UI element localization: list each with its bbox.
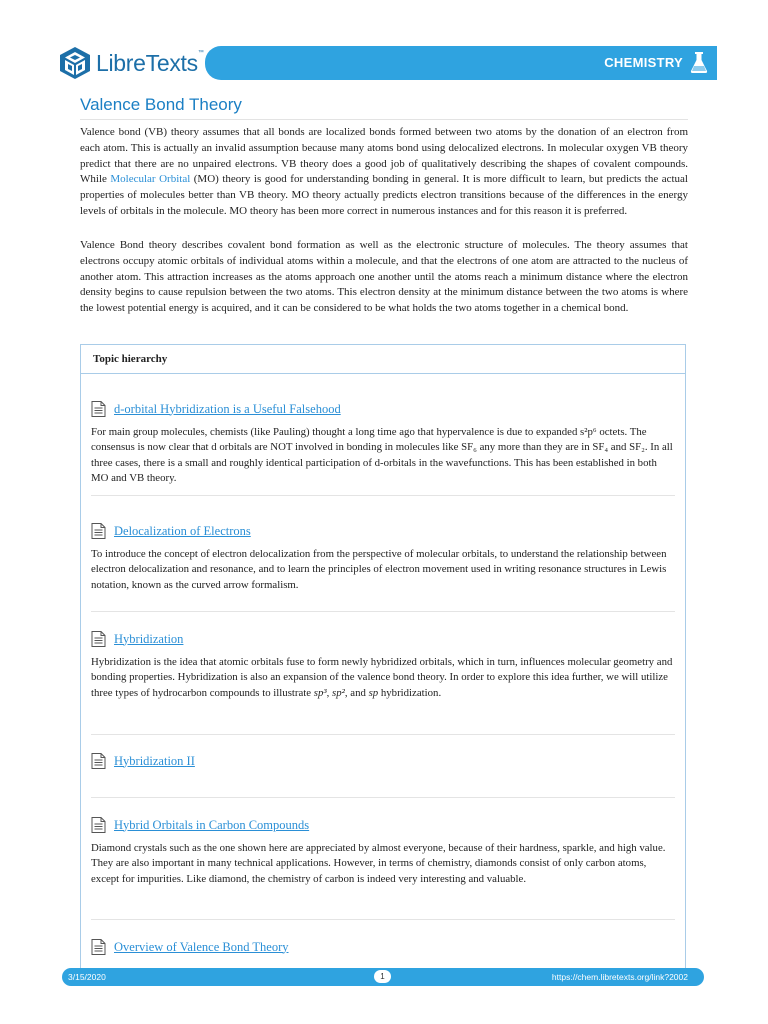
footer-date: 3/15/2020 <box>68 972 106 982</box>
document-icon <box>91 631 106 647</box>
topic-divider <box>91 734 675 735</box>
topic-divider <box>91 797 675 798</box>
topic-description <box>91 655 675 701</box>
document-icon <box>91 939 106 955</box>
separator: , <box>326 686 333 699</box>
topic-link-d-orbital-hybridization[interactable]: d-orbital Hybridization is a Useful Falsehood <box>114 401 341 416</box>
topic-link-hybridization-ii[interactable]: Hybridization II <box>114 753 195 768</box>
topic-item <box>91 630 675 701</box>
intro-text-1b: (MO) theory is good for understanding bonding in general. It is more difficult to learn, but predicts the actual properties of molecules better than VB theory. MO theory actually predicts electron transitions because of the differences in the energy levels of orbitals in the molecule. MO theory has been more correct in numerous instances and for this reason it is preferred. <box>80 173 688 217</box>
trademark: ™ <box>197 49 204 56</box>
page-footer <box>62 968 704 986</box>
topic-item <box>91 522 675 593</box>
topic-link-overview-vb-theory[interactable]: Overview of Valence Bond Theory <box>114 939 289 954</box>
document-icon <box>91 401 106 417</box>
subject-label: CHEMISTRY <box>604 55 683 70</box>
logo-text: LibreTexts <box>96 49 198 76</box>
topic-item <box>91 816 675 887</box>
topic-link-delocalization[interactable]: Delocalization of Electrons <box>114 523 251 538</box>
title-divider <box>80 119 688 120</box>
topic-item <box>91 400 675 486</box>
intro-paragraph-2: Valence Bond theory describes covalent bond formation as well as the electronic structure of molecules. The theory assumes that electrons occupy atomic orbitals of individual atoms within a molecule, and that the electrons of one atom are attracted to the nucleus of another atom. This attraction increases as the atoms approach one another until the atoms reach a minimum distance where the electron density begins to cause repulsion between the two atoms. This electron density at the minimum distance between the two atoms is where the lowest potential energy is acquired, and it can be considered to be what holds the two atoms together in a chemical bond. <box>80 239 688 315</box>
sp2-term: sp² <box>332 686 345 699</box>
topic-divider <box>91 919 675 920</box>
separator: , and <box>344 686 369 699</box>
document-icon <box>91 817 106 833</box>
cube-stack-icon <box>58 45 92 81</box>
document-icon <box>91 523 106 539</box>
footer-url[interactable]: https://chem.libretexts.org/link?2002 <box>551 972 688 982</box>
topic-item <box>91 938 675 956</box>
libretexts-logo[interactable] <box>58 44 204 82</box>
document-icon <box>91 753 106 769</box>
hybridization-text-end: hybridization. <box>378 686 442 699</box>
topic-item <box>91 752 675 770</box>
topic-description: To introduce the concept of electron delocalization from the perspective of molecular orbitals, to understand the relationship between electron delocalization and resonance, and to learn the principles of electron movement used in writing resonance structures in Lewis notation, known as the curved arrow formalism. <box>91 548 667 591</box>
topic-description: For main group molecules, chemists (like Pauling) thought a long time ago that hypervalence is due to expanded s²p⁶ octets. The consensus is now clear that d orbitals are NOT involved in bonding in molecules like SF₆ any more than they are in SF₄ and SF₂. In all three cases, there is a small and roughly identical participation of d-orbitals in the wavefunctions. This has been established in both MO and VB theory. <box>91 426 673 484</box>
page-number: 1 <box>374 970 391 983</box>
page-title: Valence Bond Theory <box>80 95 242 114</box>
topic-divider <box>91 611 675 612</box>
flask-icon <box>690 52 708 74</box>
sp-term: sp <box>368 686 379 699</box>
topic-hierarchy-heading: Topic hierarchy <box>81 345 685 374</box>
topic-description: Diamond crystals such as the one shown here are appreciated by almost everyone, because of their hardness, sparkle, and high value. They are also important in many technical applications. However, in terms of chemistry, diamonds consist of only carbon atoms, except for impurities. Like diamond, the chemistry of carbon is indeed very interesting and valuable. <box>91 842 666 885</box>
intro-text-1a: Valence bond (VB) theory assumes that all bonds are localized bonds formed between two atoms by the donation of an electron from each atom. This is actually an invalid assumption because many atoms bond using delocalized electrons. In molecular oxygen VB theory predict that there are no unpaired electrons. VB theory does a good job of qualitatively describing the shapes of covalent compounds. While <box>80 126 688 186</box>
topic-hierarchy <box>80 344 686 985</box>
subject-banner[interactable] <box>205 46 717 80</box>
molecular-orbital-link[interactable]: Molecular Orbital <box>110 173 191 186</box>
topic-link-hybridization[interactable]: Hybridization <box>114 631 184 646</box>
sp3-term: sp³ <box>313 686 327 699</box>
hybridization-text: Hybridization is the idea that atomic orbitals fuse to form newly hybridized orbitals, which in turn, influences molecular geometry and bonding properties. Hybridization is also an expansion of the valence bond theory. In order to explore this idea further, we will utilize three types of hydrocarbon compounds to illustrate <box>91 656 673 699</box>
topic-divider <box>91 495 675 496</box>
site-header <box>0 40 768 86</box>
intro-paragraph-1 <box>80 125 688 220</box>
topic-link-hybrid-orbitals-carbon[interactable]: Hybrid Orbitals in Carbon Compounds <box>114 817 310 832</box>
